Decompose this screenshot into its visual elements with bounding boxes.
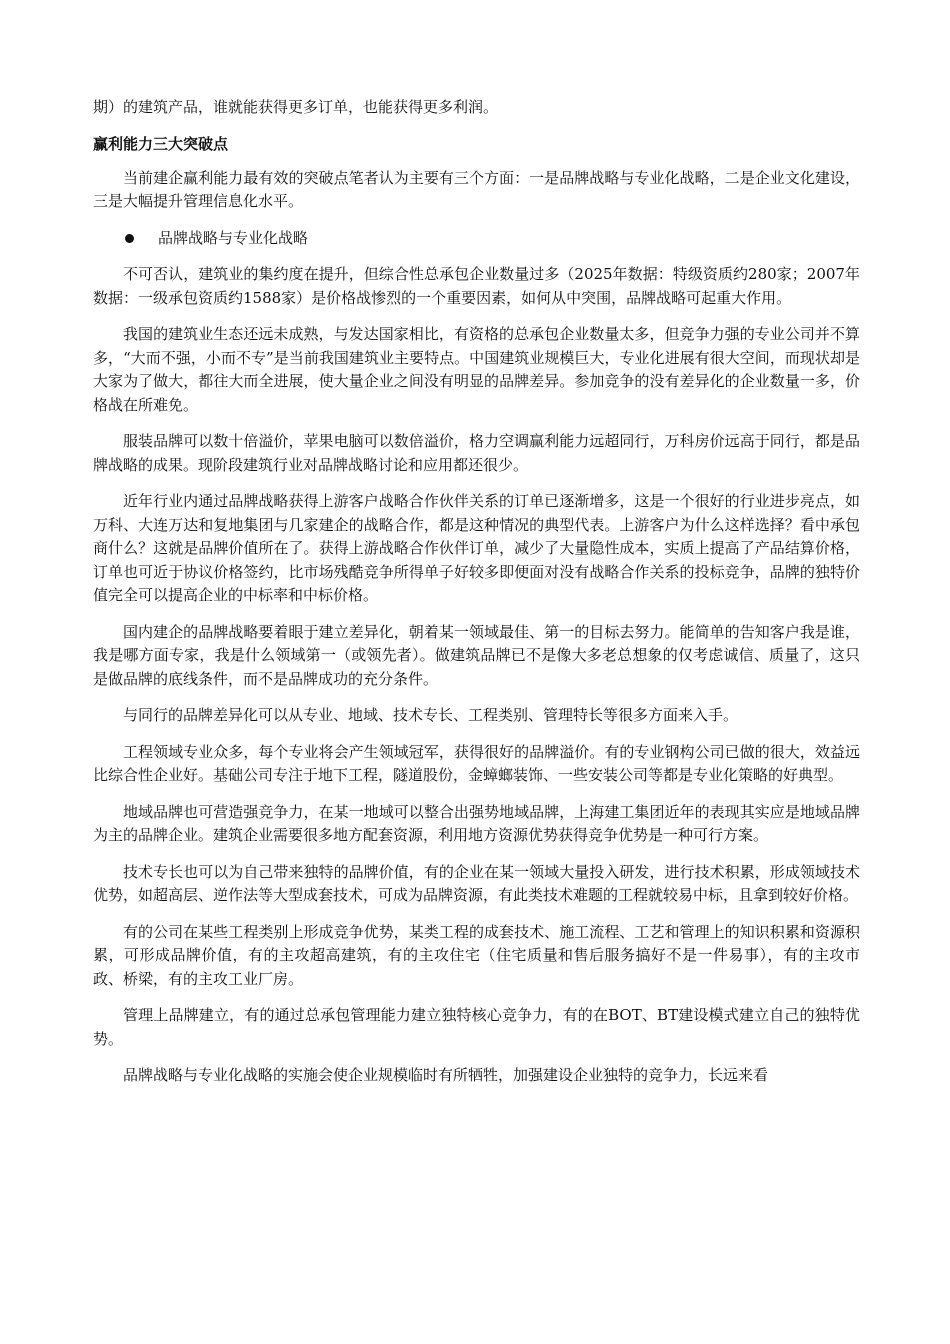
body-paragraph: 近年行业内通过品牌战略获得上游客户战略合作伙伴关系的订单已逐渐增多，这是一个很好的行业进步亮点，如万科、大连万达和复地集团与几家建企的战略合作，都是这种情况的典型代表。上游客户为什么这样选择？看中承包商什么？这就是品牌价值所在了。获得上游战略合作伙伴订单，减少了大量隐性成本，实质上提高了产品结算价格，订单也可近于协议价格签约，比市场残酷竞争所得单子好较多即便面对没有战略合作关系的投标竞争，品牌的独特价值完全可以提高企业的中标率和中标价格。	[93, 492, 860, 604]
body-paragraph: 工程领域专业众多，每个专业将会产生领域冠军，获得很好的品牌溢价。有的专业钢构公司已做的很大，效益远比综合性企业好。基础公司专注于地下工程，隧道股份，金蟑螂装饰、一些安装公司等都是专业化策略的好典型。	[93, 742, 860, 784]
body-paragraph: 与同行的品牌差异化可以从专业、地域、技术专长、工程类别、管理特长等很多方面来入手。	[123, 706, 739, 724]
body-paragraph: 不可否认，建筑业的集约度在提升，但综合性总承包企业数量过多（2025年数据：特级资质约280家；2007年数据：一级承包资质约1588家）是价格战惨烈的一个重要因素，如何从中突围，品牌战略可起重大作用。	[93, 265, 860, 307]
bullet-item-label: 品牌战略与专业化战略	[158, 228, 309, 247]
intro-paragraph: 当前建企赢利能力最有效的突破点笔者认为主要有三个方面：一是品牌战略与专业化战略，二是企业文化建设，三是大幅提升管理信息化水平。	[93, 168, 860, 210]
body-paragraph: 品牌战略与专业化战略的实施会使企业规模临时有所牺牲，加强建设企业独特的竞争力，长远来看	[123, 1066, 769, 1084]
body-paragraph: 管理上品牌建立，有的通过总承包管理能力建立独特核心竞争力，有的在BOT、BT建设模式建立自己的独特优势。	[93, 1006, 860, 1048]
document-page	[93, 96, 860, 1101]
body-paragraph: 地域品牌也可营造强竞争力，在某一地域可以整合出强势地域品牌，上海建工集团近年的表现其实应是地域品牌为主的品牌企业。建筑企业需要很多地方配套资源，利用地方资源优势获得竞争优势是一种可行方案。	[93, 802, 860, 844]
lead-paragraph: 期）的建筑产品，谁就能获得更多订单，也能获得更多利润。	[93, 98, 499, 116]
body-paragraph: 有的公司在某些工程类别上形成竞争优势，某类工程的成套技术、施工流程、工艺和管理上的知识积累和资源积累，可形成品牌价值，有的主攻超高建筑，有的主攻住宅（住宅质量和售后服务搞好不是一件易事），有的主攻市政、桥梁，有的主攻工业厂房。	[93, 922, 860, 988]
body-paragraph: 我国的建筑业生态还远未成熟，与发达国家相比，有资格的总承包企业数量太多，但竞争力强的专业公司并不算多，“大而不强，小而不专”是当前我国建筑业主要特点。中国建筑业规模巨大，专业化进展有很大空间，而现状却是大家为了做大，都往大而全进展，使大量企业之间没有明显的品牌差异。参加竞争的没有差异化的企业数量一多，价格战在所难免。	[93, 325, 860, 414]
body-paragraph: 国内建企的品牌战略要着眼于建立差异化，朝着某一领域最佳、第一的目标去努力。能简单的告知客户我是谁，我是哪方面专家，我是什么领域第一（或领先者）。做建筑品牌已不是像大多老总想象的仅考虑诚信、质量了，这只是做品牌的底线条件，而不是品牌成功的充分条件。	[93, 622, 860, 688]
body-paragraph: 技术专长也可以为自己带来独特的品牌价值，有的企业在某一领域大量投入研发，进行技术积累，形成领域技术优势，如超高层、逆作法等大型成套技术，可成为品牌资源，有此类技术难题的工程就较易中标，且拿到较好价格。	[93, 862, 860, 904]
bullet-dot-icon	[125, 234, 134, 243]
body-paragraph: 服装品牌可以数十倍溢价，苹果电脑可以数倍溢价，格力空调赢利能力远超同行，万科房价远高于同行，都是品牌战略的成果。现阶段建筑行业对品牌战略讨论和应用都还很少。	[93, 432, 860, 474]
section-heading: 赢利能力三大突破点	[93, 134, 229, 153]
bullet-item	[93, 227, 860, 251]
